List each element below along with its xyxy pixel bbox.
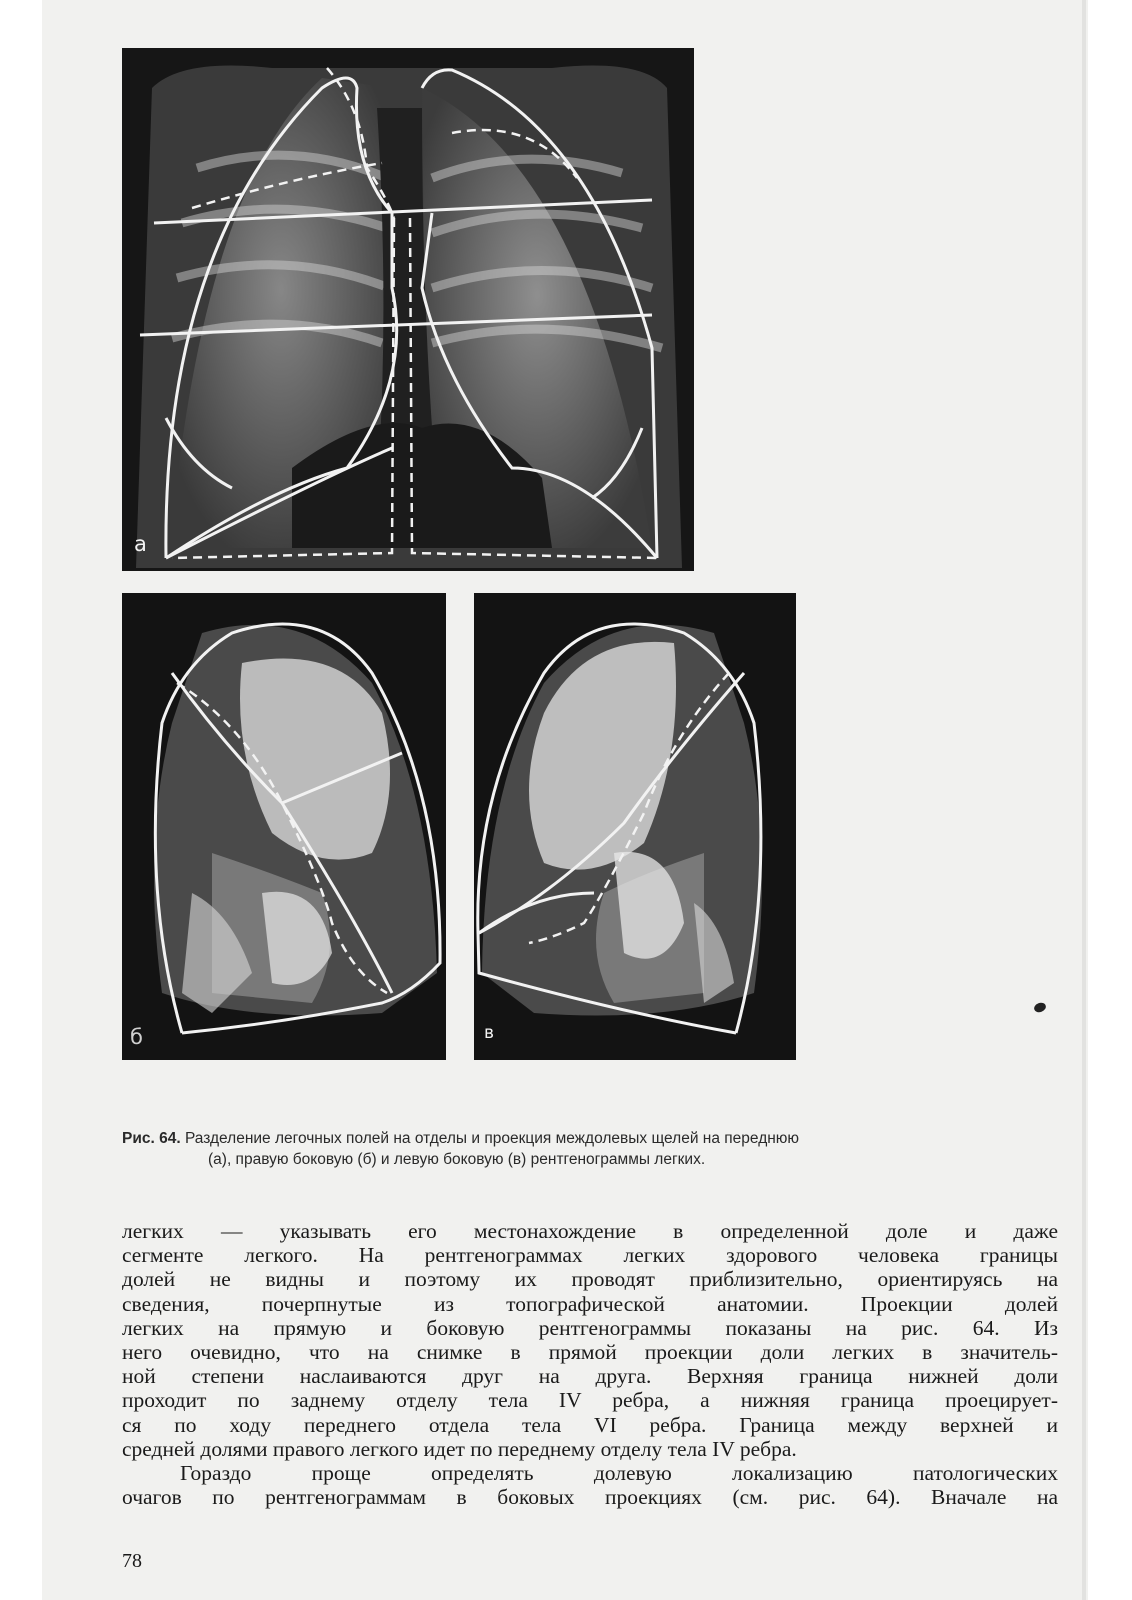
text-line: средней долями правого легкого идет по переднему отделу тела IV ребра. [122, 1436, 797, 1461]
text-line: Гораздо проще определять долевую локализацию патологических [180, 1460, 1058, 1485]
page-edge-shadow [1082, 0, 1086, 1600]
body-text [122, 1219, 1058, 1509]
text-line: легких на прямую и боковую рентгенограммы показаны на рис. 64. Из [122, 1315, 1058, 1340]
caption-line-1: Разделение легочных полей на отделы и проекция междолевых щелей на переднюю [184, 1130, 800, 1147]
left-lateral-xray-drawing [474, 593, 796, 1060]
right-lateral-xray-drawing [122, 593, 446, 1060]
text-line: долей не видны и поэтому их проводят приблизительно, ориентируясь на [122, 1267, 1058, 1292]
figure-a-label: а [134, 532, 147, 556]
caption-line-2: (а), правую боковую (б) и левую боковую (в) рентгенограммы легких. [208, 1151, 706, 1168]
text-line: проходит по заднему отделу тела IV ребра, а нижняя граница проецирует- [122, 1388, 1058, 1413]
text-line: легких — указывать его местонахождение в определенной доле и даже [122, 1219, 1058, 1243]
text-line: ся по ходу переднего отдела тела VI ребра. Граница между верхней и [122, 1412, 1058, 1437]
figure-b-label: б [130, 1025, 143, 1049]
figure-b-right-lateral-xray [122, 593, 446, 1060]
text-line: сегменте легкого. На рентгенограммах легких здорового человека границы [122, 1243, 1058, 1268]
figure-c-left-lateral-xray [474, 593, 796, 1060]
text-line: сведения, почерпнутые из топографической анатомии. Проекции долей [122, 1291, 1058, 1316]
caption-number: Рис. 64. [122, 1130, 181, 1147]
frontal-xray-drawing [122, 48, 694, 571]
text-line: него очевидно, что на снимке в прямой проекции доли легких в значитель- [122, 1339, 1058, 1364]
figure-caption [122, 1128, 1052, 1170]
figure-a-frontal-xray [122, 48, 694, 571]
text-line: очагов по рентгенограммам в боковых проекциях (см. рис. 64). Вначале на [122, 1485, 1058, 1510]
figure-c-label: в [484, 1023, 495, 1043]
page-number: 78 [122, 1550, 142, 1572]
text-line: ной степени наслаиваются друг на друга. Верхняя граница нижней доли [122, 1364, 1058, 1389]
